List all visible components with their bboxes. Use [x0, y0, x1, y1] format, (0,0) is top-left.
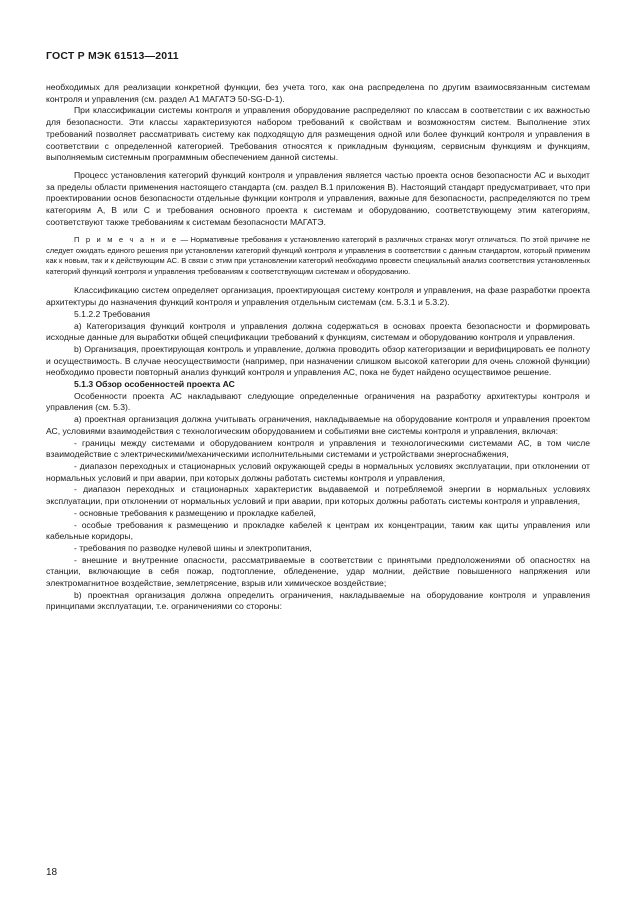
list-item: b) проектная организация должна определить ограничения, накладываемые на оборудование контроля и управления принципами эксплуатации, т.е. ограничениями со стороны:	[46, 589, 590, 612]
sub-list-item: - диапазон переходных и стационарных условий окружающей среды в нормальных условиях эксплуатации, при отклонении от нормальных условий и при аварии, при которых должны работать системы контроля и управления,	[46, 460, 590, 483]
sub-list-item: - границы между системами и оборудованием контроля и управления и технологическими системами АС, в том числе взаимодействие с электрическими/механическими исполнительными системами и устройствами энергоснабжения,	[46, 437, 590, 460]
section-heading: 5.1.2.2 Требования	[74, 308, 151, 319]
list-item: b) Организация, проектирующая контроль и управление, должна проводить обзор категоризации и верифицировать ее полноту и осуществимость. В случае неосуществимости (например, при назначении слишком высокой категории для очень сложной функции) необходимо провести повторный анализ функций контроля и управления АС, пока не будет найдено осуществимое решение.	[46, 343, 590, 378]
note-text: — Нормативные требования к установлению категорий в различных странах могут отличаться. По этой причине не следует ожидать единого решения при установлении категорий функций контроля и управления в соответствии с данным стандартом, который применим как к новым, так и к действующим АС. В связи с этим при установлении категорий необходимо провести специальный анализ соответствия установленных категорий функций контроля и управления требованиям к соответствующим системам и оборудованию.	[46, 235, 590, 276]
paragraph: Особенности проекта АС накладывают следующие определенные ограничения на разработку архитектуры контроля и управления (см. 5.3).	[46, 390, 590, 413]
page-number: 18	[46, 867, 58, 878]
document-header: ГОСТ Р МЭК 61513—2011	[46, 50, 179, 62]
list-item: а) проектная организация должна учитывать ограничения, накладываемые на оборудование контроля и управления проектом АС, условиями взаимодействия с технологическим оборудованием и событиями вне системы контроля и управления, включая:	[46, 414, 590, 436]
sub-list-item: - требования по разводке нулевой шины и электропитания,	[74, 542, 312, 553]
note-paragraph	[46, 235, 590, 277]
sub-list-item: - диапазон переходных и стационарных характеристик выдаваемой и потребляемой энергии в нормальных условиях эксплуатации, при отклонении от нормальных условий и при аварии, при которых должны работать системы контроля и управления,	[46, 484, 590, 507]
sub-list-item: - внешние и внутренние опасности, рассматриваемые в соответствии с принятыми предположениями об опасностях на станции, включающие в себя пожар, подтопление, обледенение, удар молнии, действие повышенного напряжения или электромагнитное воздействие, землетрясение, взрыв или химическое воздействие;	[46, 554, 590, 589]
paragraph: Процесс установления категорий функций контроля и управления является частью проекта основ безопасности АС и выходит за пределы области применения настоящего стандарта (см. раздел В.1 приложения В). Настоящий стандарт предусматривает, что при проектировании основ безопасности отдельные функции контроля и управления, важные для безопасности, распределяются по трем категориям А, В или С и требования основного проекта к системам и оборудованию, соответствующему этим категориям, соответствуют также требованиям к системам безопасности МАГАТЭ.	[46, 169, 590, 227]
paragraph: При классификации системы контроля и управления оборудование распределяют по классам в соответствии с их важностью для безопасности. Эти классы характеризуются набором требований к свойствам и возможностям систем. Выполнение этих требований позволяет рассматривать систему как подходящую для размещения одной или более функций контроля и управления в соответствии с определенной категорией. Требования относятся к прикладным функциям, сервисным функциям и функциям, выполняемым системным программным обеспечением данной системы.	[46, 105, 590, 163]
list-item: а) Категоризация функций контроля и управления должна содержаться в основах проекта безопасности и формировать исходные данные для выработки общей спецификации требований к функциям, системам и оборудованию контроля и управления.	[46, 320, 590, 343]
sub-list-item: - особые требования к размещению и прокладке кабелей к центрам их концентрации, таким как щиты управления или кабельные коридоры,	[46, 519, 590, 542]
sub-list-item: - основные требования к размещению и прокладке кабелей,	[74, 507, 316, 518]
document-body	[46, 82, 590, 613]
section-heading: 5.1.3 Обзор особенностей проекта АС	[74, 379, 235, 390]
paragraph: необходимых для реализации конкретной функции, без учета того, как она распределена по другим взаимосвязанным системам контроля и управления (см. раздел А1 МАГАТЭ 50-SG-D-1).	[46, 82, 590, 104]
paragraph: Классификацию систем определяет организация, проектирующая систему контроля и управления, на фазе разработки проекта архитектуры до назначения функций контроля и управления отдельным системам (см. 5.3.1 и 5.3.2).	[46, 285, 590, 308]
note-label: П р и м е ч а н и е	[74, 235, 179, 245]
